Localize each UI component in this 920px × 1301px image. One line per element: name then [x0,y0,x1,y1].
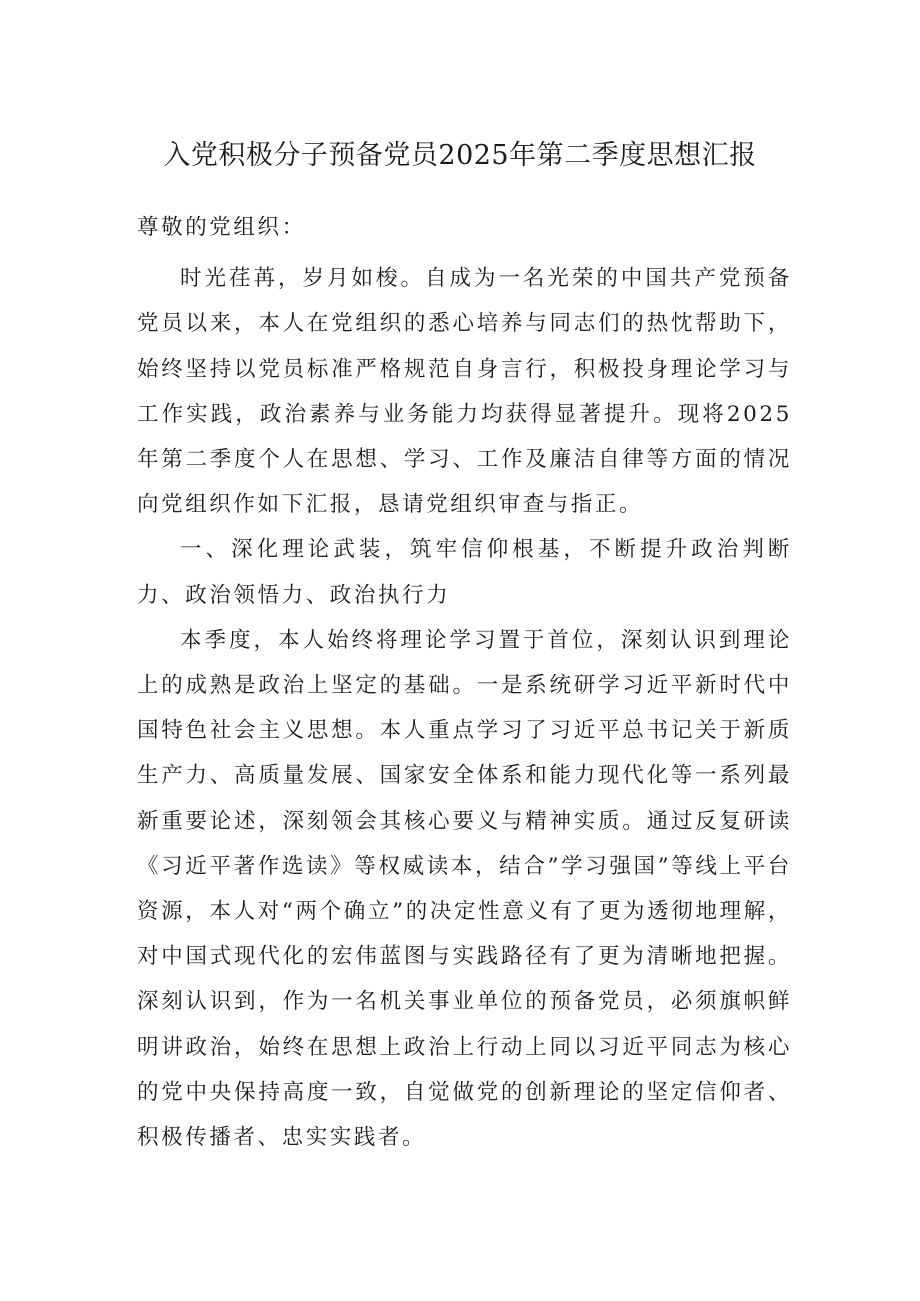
salutation: 尊敬的党组织： [137,215,306,240]
document-body [137,205,792,1160]
paragraph-intro: 时光荏苒，岁月如梭。自成为一名光荣的中国共产党预备党员以来，本人在党组织的悉心培养与同志们的热忱帮助下，始终坚持以党员标准严格规范自身言行，积极投身理论学习与工作实践，政治素养与业务能力均获得显著提升。现将2025年第二季度个人在思想、学习、工作及廉洁自律等方面的情况向党组织作如下汇报，恳请党组织审查与指正。 [137,266,792,518]
document-title: 入党积极分子预备党员2025年第二季度思想汇报 [163,140,757,171]
section-heading-1: 一、深化理论武装，筑牢信仰根基，不断提升政治判断力、政治领悟力、政治执行力 [137,537,792,608]
paragraph-theory-study: 本季度，本人始终将理论学习置于首位，深刻认识到理论上的成熟是政治上坚定的基础。一是系统研学习近平新时代中国特色社会主义思想。本人重点学习了习近平总书记关于新质生产力、高质量发展、国家安全体系和能力现代化等一系列最新重要论述，深刻领会其核心要义与精神实质。通过反复研读《习近平著作选读》等权威读本，结合”学习强国”等线上平台资源，本人对“两个确立”的决定性意义有了更为透彻地理解，对中国式现代化的宏伟蓝图与实践路径有了更为清晰地把握。深刻认识到，作为一名机关事业单位的预备党员，必须旗帜鲜明讲政治，始终在思想上政治上行动上同以习近平同志为核心的党中央保持高度一致，自觉做党的创新理论的坚定信仰者、积极传播者、忠实实践者。 [137,627,792,1151]
